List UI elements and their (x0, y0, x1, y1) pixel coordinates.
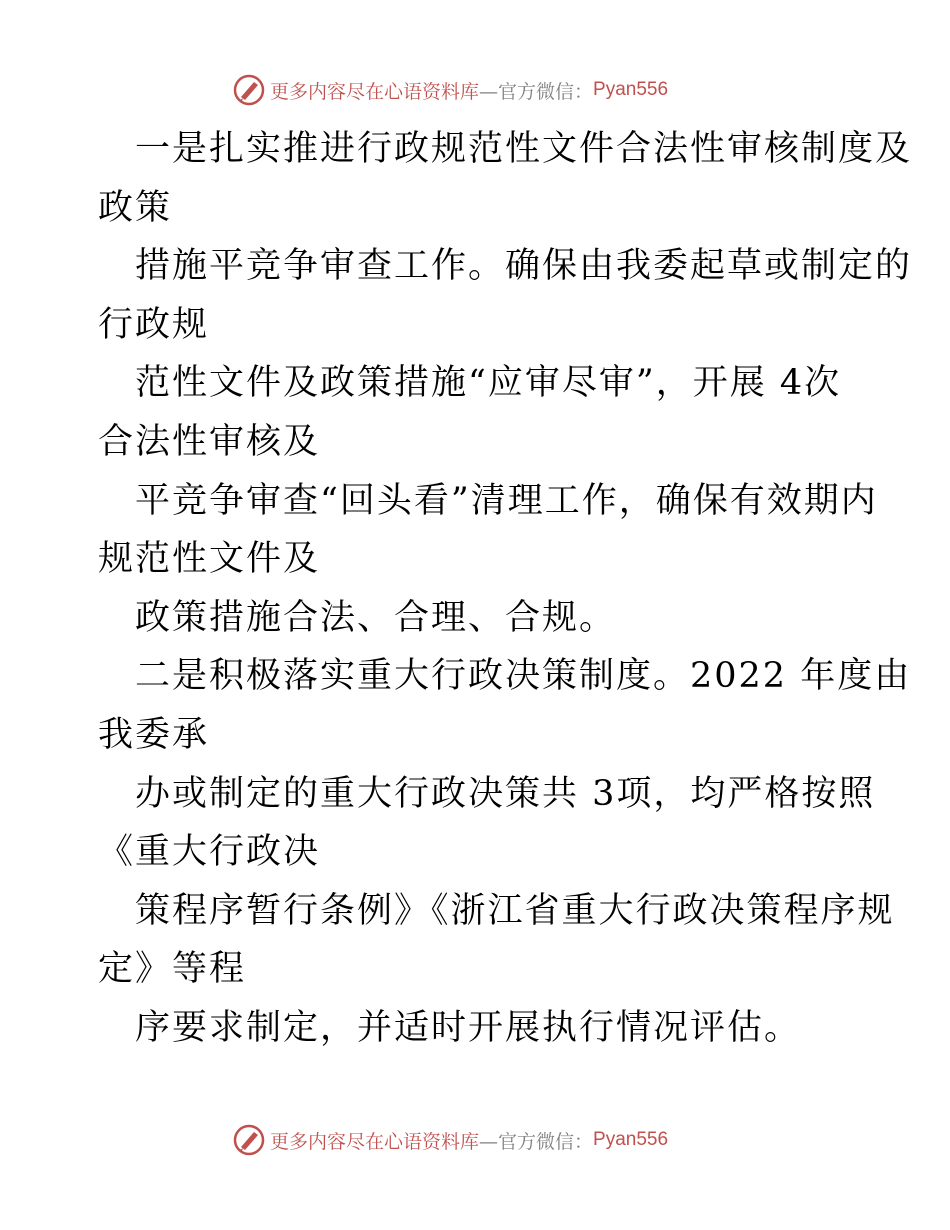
footer-watermark (232, 1122, 732, 1158)
text-line: 规范性文件及 (98, 539, 321, 580)
text-line: 政策 (98, 187, 173, 228)
pen-seal-icon (232, 73, 266, 107)
pen-seal-icon (232, 1123, 266, 1157)
text-line: 合法性审核及 (98, 421, 321, 462)
watermark-main-text: 更多内容尽在心语资料库 (270, 80, 480, 103)
text-line: 办或制定的重大行政决策共 3项，均严格按照 (135, 773, 876, 814)
text-line: 政策措施合法、合理、合规。 (135, 597, 617, 638)
text-line: 平竞争审查“回头看”清理工作，确保有效期内 (135, 480, 878, 521)
text-line: 我委承 (98, 714, 210, 755)
watermark-main-text: 更多内容尽在心语资料库 (270, 1130, 480, 1153)
document-body (98, 120, 913, 1058)
text-line: 二是积极落实重大行政决策制度。2022 年度由 (135, 656, 912, 697)
watermark-sub-text: —官方微信： (479, 1130, 594, 1153)
text-line: 策程序暂行条例》《浙江省重大行政决策程序规 (135, 890, 895, 931)
text-line: 范性文件及政策措施“应审尽审”，开展 4次 (135, 363, 842, 404)
text-line: 《重大行政决 (98, 832, 321, 873)
header-watermark (232, 72, 732, 108)
watermark-wechat-id: Pyan556 (593, 79, 669, 100)
text-line: 行政规 (98, 304, 210, 345)
text-line: 序要求制定，并适时开展执行情况评估。 (135, 1007, 802, 1048)
watermark-sub-text: —官方微信： (479, 80, 594, 103)
text-line: 一是扎实推进行政规范性文件合法性审核制度及 (135, 129, 913, 169)
watermark-wechat-id: Pyan556 (593, 1129, 669, 1150)
text-line: 定》等程 (98, 949, 247, 990)
text-line: 措施平竞争审查工作。确保由我委起草或制定的 (135, 246, 913, 287)
